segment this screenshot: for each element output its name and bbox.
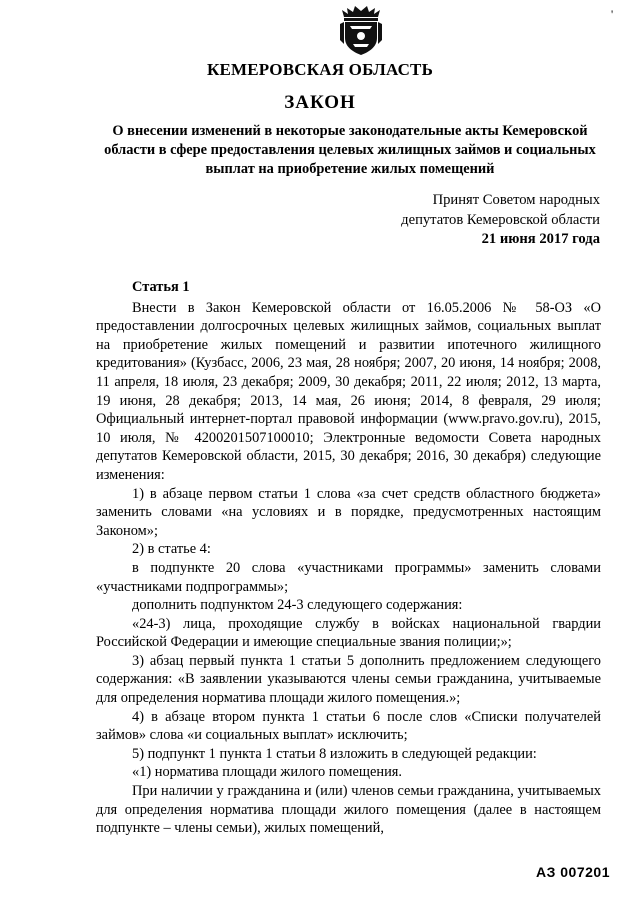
article-paragraph: При наличии у гражданина и (или) членов семьи гражданина, учитываемых для определения норматива площади жилого помещения (далее в настоящем подпункте – члены семьи), жилых помещений, [96, 783, 601, 837]
corner-mark: ' [611, 7, 614, 21]
article-paragraph: 1) в абзаце первом статьи 1 слова «за счет средств областного бюджета» заменить словами «на условиях и в порядке, предусмотренных настоящим Законом»; [96, 485, 601, 539]
document-type-title: ЗАКОН [284, 92, 356, 113]
article-paragraph: 5) подпункт 1 пункта 1 статьи 8 изложить в следующей редакции: [132, 745, 537, 762]
adopted-by-line-1: Принят Советом народных [432, 192, 600, 208]
adopted-by-line-2: депутатов Кемеровской области [401, 211, 600, 228]
article-paragraph: 2) в статье 4: [132, 541, 211, 558]
article-paragraph: «24-3) лица, проходящие службу в войсках национальной гвардии Российской Федерации и имеющие специальные звания полиции;»; [96, 615, 601, 651]
article-paragraph: «1) норматива площади жилого помещения. [132, 764, 402, 781]
adoption-date: 21 июня 2017 года [481, 231, 600, 247]
law-body [96, 278, 601, 838]
adoption-block [401, 191, 600, 250]
region-title: КЕМЕРОВСКАЯ ОБЛАСТЬ [206, 60, 434, 79]
law-subject-heading: О внесении изменений в некоторые законодательные акты Кемеровской области в сфере предоставления целевых жилищных займов и социальных выплат на приобретение жилых помещений [104, 123, 596, 177]
coat-of-arms-emblem [338, 4, 384, 56]
article-paragraph: дополнить подпунктом 24-3 следующего содержания: [132, 597, 463, 614]
article-paragraph: Внести в Закон Кемеровской области от 16.05.2006 № 58-ОЗ «О предоставлении долгосрочных целевых жилищных займов, социальных выплат на приобретение жилых помещений и развитии ипотечного жилищного кредитования» (Кузбасс, 2006, 23 мая, 28 ноября; 2007, 20 июня, 14 ноября; 2008, 11 апреля, 18 июля, 23 декабря; 2009, 30 декабря; 2011, 22 июля; 2012, 13 марта, 19 июня, 28 декабря; 2013, 14 мая, 26 июня; 2014, 8 февраля, 29 июля; Официальный интернет-портал правовой информации (www.pravo.gov.ru), 2015, 10 июля, № 4200201507100010; Электронные ведомости Совета народных депутатов Кемеровской области, 2015, 30 декабря; 2016, 30 декабря) следующие изменения: [96, 299, 601, 483]
article-paragraph: 4) в абзаце втором пункта 1 статьи 6 после слов «Списки получателей займов» слова «и социальных выплат» исключить; [96, 708, 601, 744]
article-paragraph: в подпункте 20 слова «участниками программы» заменить словами «участниками подпрограммы»; [96, 559, 601, 595]
document-serial-code: АЗ 007201 [536, 864, 610, 880]
article-title: Статья 1 [132, 279, 190, 295]
article-paragraph: 3) абзац первый пункта 1 статьи 5 дополнить предложением следующего содержания: «В заявлении указываются члены семьи гражданина, учитываемые для определения норматива площади жилого помещения.»; [96, 652, 601, 707]
